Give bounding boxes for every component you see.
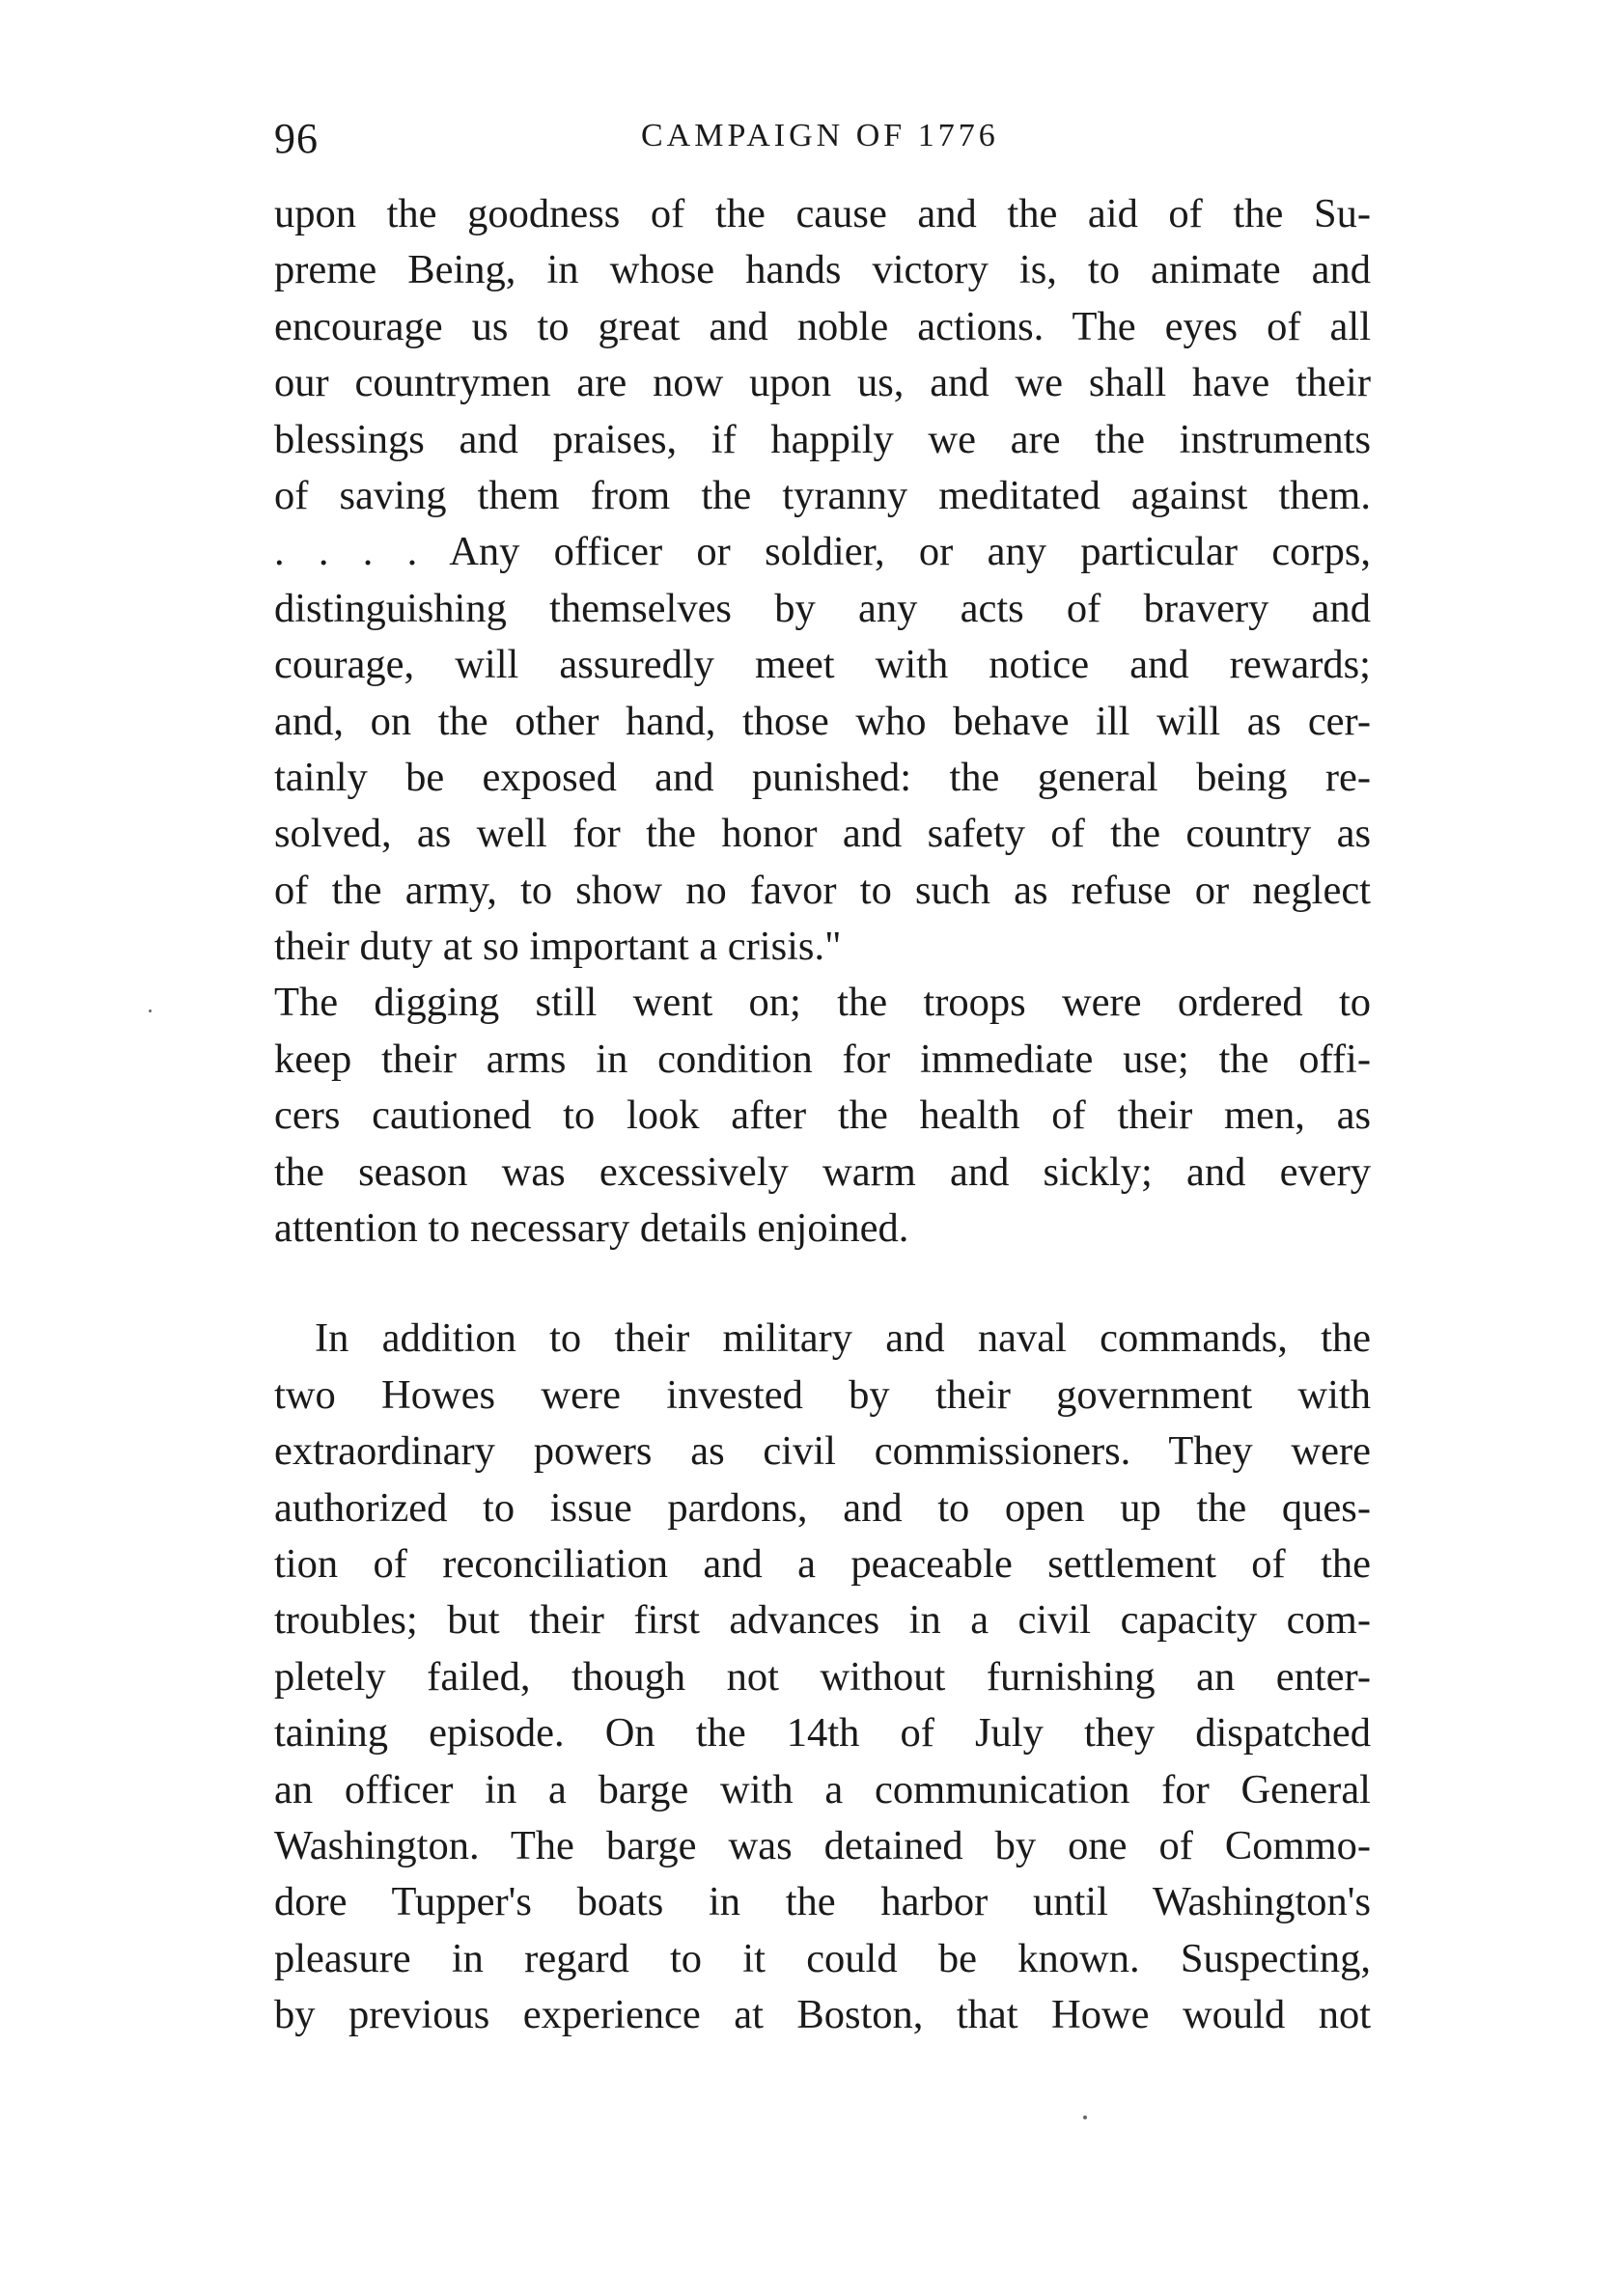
page-number: 96 [274,115,319,162]
text-line: and, on the other hand, those who behave ill will as cer- [274,698,1371,744]
text-line: troubles; but their first advances in a civil capacity com- [274,1597,1371,1644]
paragraph-howes-commission [274,1311,1371,2043]
text-line: tion of reconciliation and a peaceable settlement of the [274,1540,1371,1587]
text-line: our countrymen are now upon us, and we shall have their [274,360,1371,406]
text-line: extraordinary powers as civil commissioners. They were [274,1428,1371,1475]
text-line: In addition to their military and naval commands, the [315,1315,1371,1362]
text-line: distinguishing themselves by any acts of bravery and [274,585,1371,631]
text-line: . . . . Any officer or soldier, or any particular corps, [274,529,1371,575]
paper-speck [1083,2116,1087,2119]
text-line: the season was excessively warm and sickly; and every [274,1148,1371,1195]
text-line: upon the goodness of the cause and the aid of the Su- [274,191,1371,236]
text-line: dore Tupper's boats in the harbor until Washington's [274,1879,1371,1925]
text-line: of saving them from the tyranny meditated against them. [274,472,1371,518]
text-line: their duty at so important a crisis." [274,924,842,970]
text-line: an officer in a barge with a communication for General [274,1766,1371,1812]
text-line: blessings and praises, if happily we are the instruments [274,416,1371,462]
text-line: keep their arms in condition for immediate use; the offi- [274,1036,1371,1082]
text-line: two Howes were invested by their government with [274,1371,1371,1418]
text-line: courage, will assuredly meet with notice and rewards; [274,642,1371,688]
text-line: taining episode. On the 14th of July they dispatched [274,1710,1371,1757]
paragraph-digging [274,975,1371,1257]
text-line: pleasure in regard to it could be known. Suspecting, [274,1935,1371,1981]
section-break [274,1257,1371,1311]
paragraph-washington-orders [274,186,1371,975]
running-title: CAMPAIGN OF 1776 [641,118,999,153]
text-line: solved, as well for the honor and safety of the country as [274,811,1371,857]
running-head [0,114,1616,162]
text-line: preme Being, in whose hands victory is, to animate and [274,247,1371,293]
text-line: by previous experience at Boston, that Howe would not [274,1992,1371,2038]
text-line: of the army, to show no favor to such as refuse or neglect [274,867,1371,913]
text-line: Washington. The barge was detained by one of Commo- [274,1822,1371,1868]
text-line: pletely failed, though not without furnishing an enter- [274,1653,1371,1700]
text-line: attention to necessary details enjoined. [274,1205,909,1252]
text-line: cers cautioned to look after the health of their men, as [274,1093,1371,1139]
text-line: authorized to issue pardons, and to open up the ques- [274,1484,1371,1531]
text-line: The digging still went on; the troops were ordered to [274,980,1371,1026]
text-line: tainly be exposed and punished: the general being re- [274,754,1371,800]
paper-speck [149,1010,152,1012]
body-text [274,186,1371,2044]
text-line: encourage us to great and noble actions. The eyes of all [274,303,1371,349]
